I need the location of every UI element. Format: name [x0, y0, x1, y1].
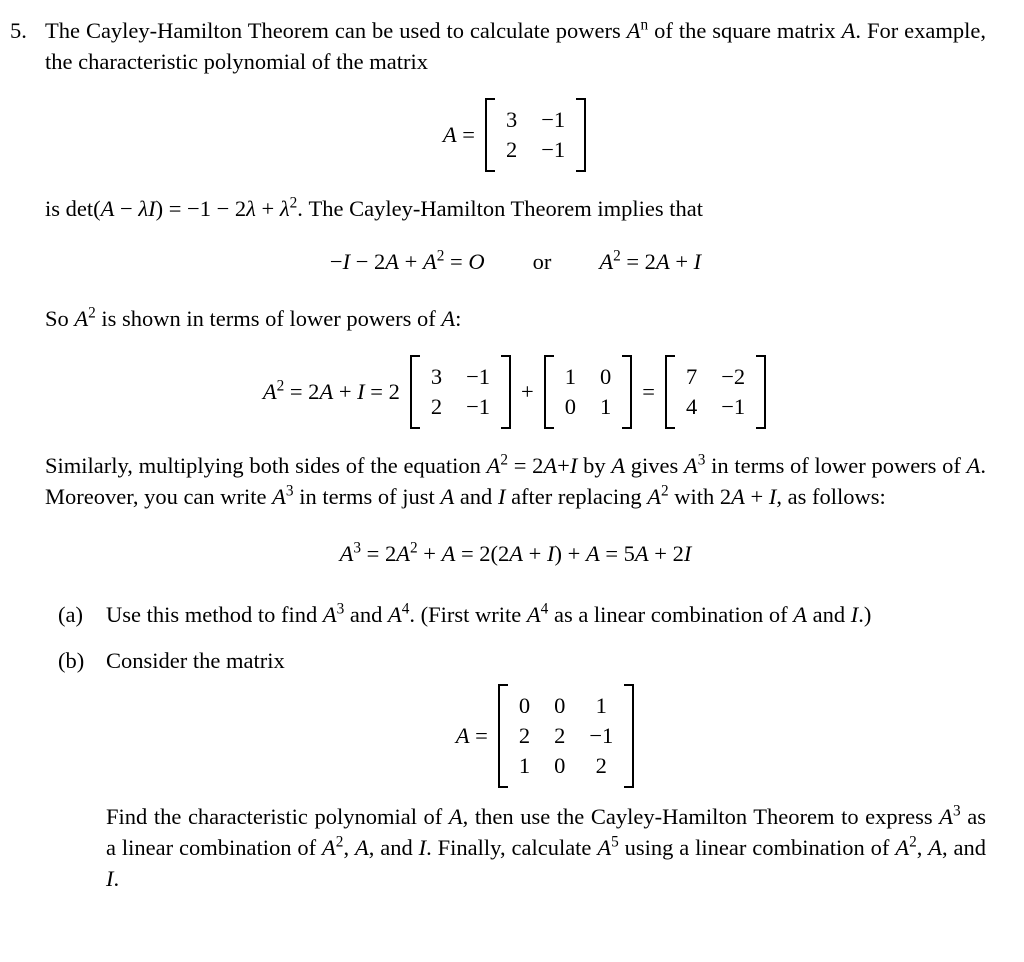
matrix-cell: 2 [554, 723, 566, 748]
eq2-right: $A^2 = 2A + I$ [599, 247, 702, 274]
part-b-intro: Consider the matrix [106, 648, 285, 673]
display-eq-matrix-a [45, 98, 986, 172]
left-bracket [410, 355, 420, 429]
problem-item [10, 15, 986, 894]
matrix-cell: −1 [541, 137, 566, 162]
matrix-a-term [410, 355, 511, 429]
part-b-task: Find the characteristic polynomial of A, then use the Cayley-Hamilton Theorem to express $A^3$ as a linear combination of $A^2$, A, and I. Finally, calculate $A^5$ using a linear combination of $A^2$, A, and I. [106, 802, 987, 891]
matrix-cell: 2 [595, 753, 607, 778]
matrix-cell: 0 [554, 693, 566, 718]
matrix-identity [544, 355, 633, 429]
eq3-plus-operator: + [521, 379, 534, 404]
right-bracket [622, 355, 632, 429]
matrix-entries [420, 355, 501, 429]
similarly-paragraph: Similarly, multiplying both sides of the equation $A^2 = 2A+I$ by A gives $A^3$ in terms of lower powers of A. Moreover, you can write $A^3$ in terms of just A and I after replacing $A^2$ with 2A + I, as follows: [45, 451, 986, 509]
matrix-cell: −2 [721, 364, 746, 389]
matrix-cell: 2 [505, 137, 518, 162]
part-a-item [45, 599, 986, 630]
eq3-prefix: $A^2 = 2A + I = 2$ [262, 377, 400, 404]
eq5-lhs: A = [455, 723, 488, 748]
matrix-cell: 2 [518, 723, 531, 748]
matrix-cell: 3 [505, 107, 518, 132]
matrix-cell: 0 [518, 693, 531, 718]
display-eq-cayley [45, 247, 986, 277]
right-bracket [624, 684, 634, 788]
right-bracket [501, 355, 511, 429]
part-b-label: (b) [58, 648, 85, 673]
matrix-cell: −1 [541, 107, 566, 132]
eq3-equals-operator: = [642, 379, 655, 404]
matrix-a-2x2 [485, 98, 586, 172]
eq4-expression: $A^3 = 2A^2 + A = 2(2A + I) + A = 5A + 2I$ [339, 539, 692, 566]
matrix-cell: 1 [600, 394, 612, 419]
matrix-entries [508, 684, 624, 788]
matrix-cell: −1 [466, 364, 491, 389]
right-bracket [756, 355, 766, 429]
intro-paragraph: The Cayley-Hamilton Theorem can be used to calculate powers $A^n$ of the square matrix A. For example, the characteristic polynomial of the matrix [45, 16, 987, 74]
problem-number: 5. [10, 18, 27, 43]
left-bracket [485, 98, 495, 172]
left-bracket [665, 355, 675, 429]
left-bracket [544, 355, 554, 429]
matrix-cell: 3 [430, 364, 443, 389]
lower-powers-paragraph: So $A^2$ is shown in terms of lower powers of A: [45, 304, 462, 331]
right-bracket [576, 98, 586, 172]
display-eq-a-squared [45, 355, 986, 429]
matrix-cell: 1 [564, 364, 576, 389]
matrix-cell: 0 [600, 364, 612, 389]
display-eq-matrix-b [106, 684, 986, 788]
eq2-left: $-I - 2A + A^2 = O$ [329, 247, 485, 274]
matrix-result [665, 355, 766, 429]
matrix-cell: 1 [518, 753, 531, 778]
eq1-lhs: A = [442, 122, 475, 147]
matrix-a-3x3 [498, 684, 634, 788]
left-bracket [498, 684, 508, 788]
matrix-cell: 7 [685, 364, 698, 389]
matrix-cell: 0 [554, 753, 566, 778]
matrix-cell: −1 [466, 394, 491, 419]
problem-body [45, 15, 986, 894]
matrix-cell: 2 [430, 394, 443, 419]
display-eq-a-cubed [45, 539, 986, 569]
matrix-cell: −1 [721, 394, 746, 419]
matrix-cell: 1 [595, 693, 607, 718]
part-a-label: (a) [58, 602, 83, 627]
matrix-cell: 0 [564, 394, 576, 419]
part-b-item [45, 645, 986, 894]
matrix-cell: −1 [589, 723, 614, 748]
char-poly-paragraph: is $\det(A - \lambda I) = -1 - 2\lambda + \lambda^2$. The Cayley-Hamilton Theorem implies that [45, 194, 703, 221]
matrix-entries [554, 355, 623, 429]
eq2-connector: or [532, 249, 552, 274]
part-a-text: Use this method to find $A^3$ and $A^4$. (First write $A^4$ as a linear combination of A and I.) [106, 600, 872, 627]
matrix-entries [495, 98, 576, 172]
matrix-entries [675, 355, 756, 429]
matrix-cell: 4 [685, 394, 698, 419]
